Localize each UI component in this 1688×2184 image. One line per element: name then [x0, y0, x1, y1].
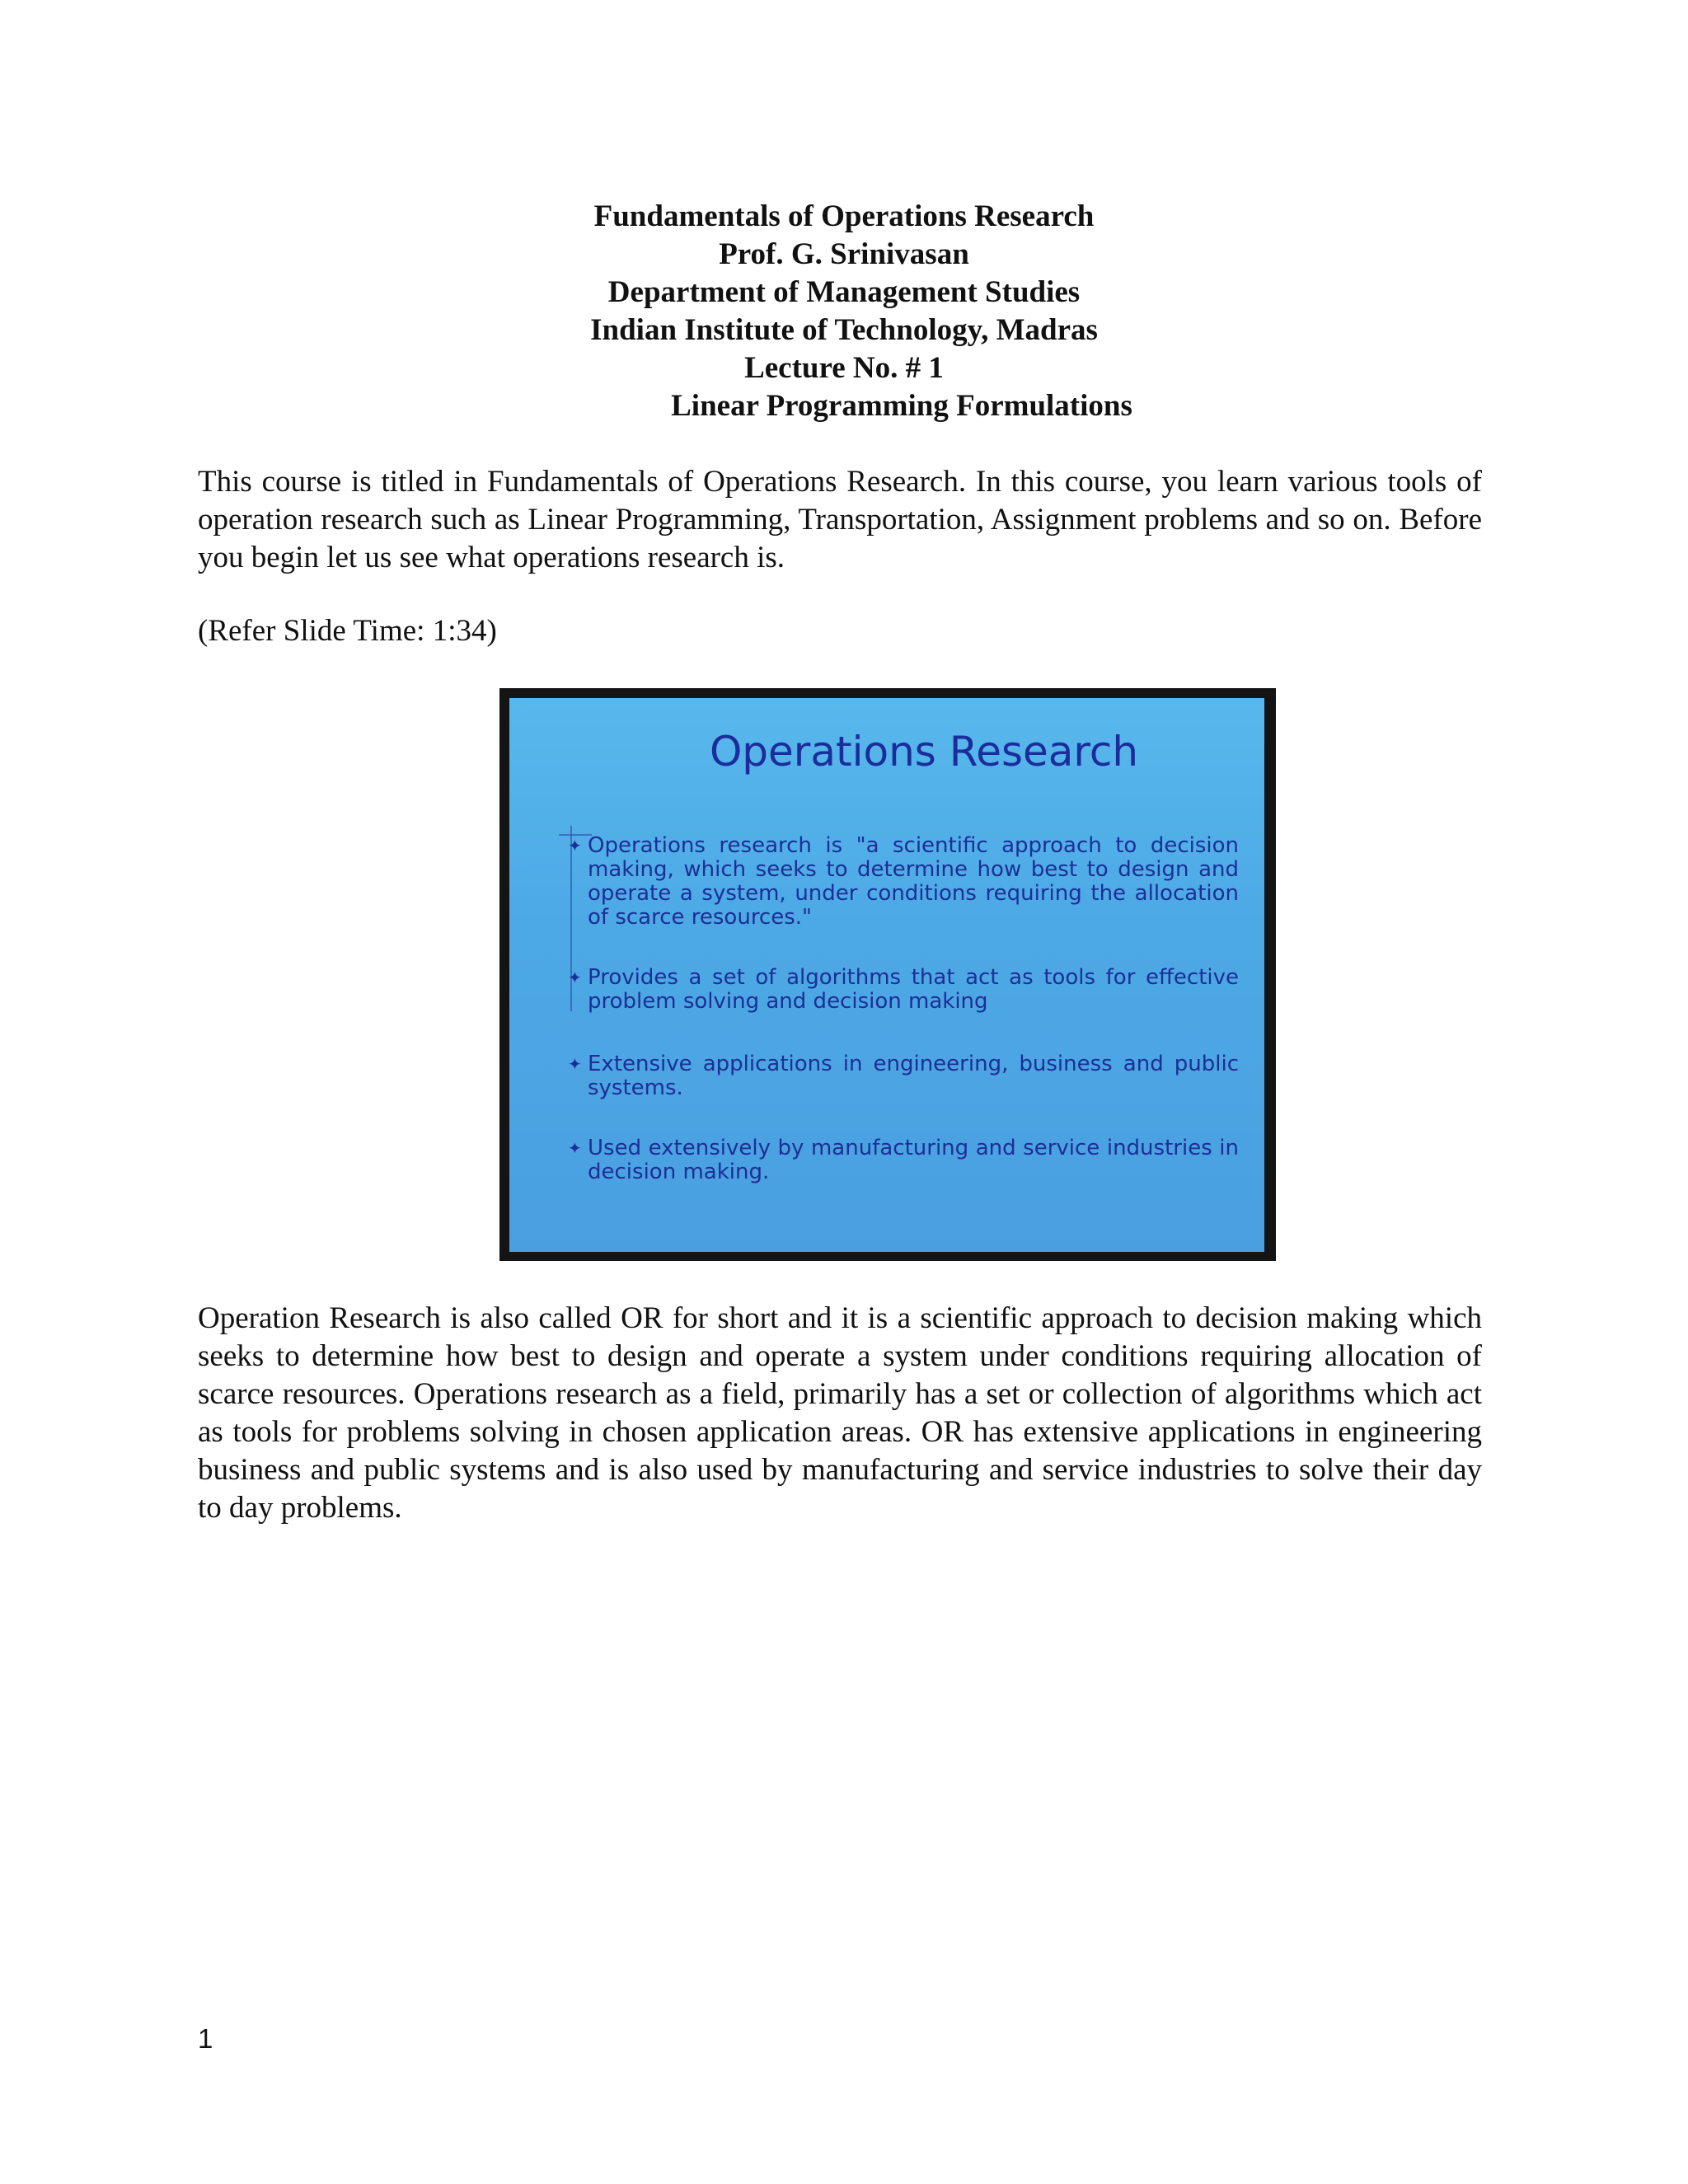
slide-image: [499, 688, 1276, 1261]
slide-bullet-text: Provides a set of algorithms that act as tools for effective problem solving and decision making: [588, 965, 1239, 1014]
slide-time-reference: (Refer Slide Time: 1:34): [198, 614, 497, 648]
department-name: Department of Management Studies: [607, 275, 1081, 309]
institute-name: Indian Institute of Technology, Madras: [590, 313, 1098, 347]
explanation-paragraph: Operation Research is also called OR for short and it is a scientific approach to decision making which seeks to determine how best to design and operate a system under conditions requiring allocation of scarce resources. Operations research as a field, primarily has a set or collection of algorithms which act as tools for problems solving in chosen application areas. OR has extensive applications in engineering business and public systems and is also used by manufacturing and service industries to solve their day to day problems.: [198, 1301, 1482, 1525]
diamond-bullet-icon: ✦: [568, 968, 582, 987]
slide-bullet: [568, 1136, 1239, 1184]
slide-screen: [509, 698, 1264, 1252]
slide-bullet-text: Used extensively by manufacturing and service industries in decision making.: [588, 1136, 1239, 1184]
slide-bullet: [568, 965, 1239, 1014]
slide-bullet-text: Operations research is "a scientific approach to decision making, which seeks to determine how best to design and operate a system, under conditions requiring the allocation of scarce resources.": [588, 833, 1239, 930]
diamond-bullet-icon: ✦: [568, 836, 582, 855]
diamond-bullet-icon: ✦: [568, 1054, 582, 1074]
slide-bullet-text: Extensive applications in engineering, business and public systems.: [588, 1052, 1239, 1100]
diamond-bullet-icon: ✦: [568, 1138, 582, 1158]
page-number: 1: [198, 2023, 213, 2054]
slide-title: Operations Research: [709, 728, 1139, 776]
lecture-topic: Linear Programming Formulations: [671, 389, 1132, 423]
course-title: Fundamentals of Operations Research: [593, 199, 1095, 233]
slide-bullet: [568, 833, 1239, 930]
lecture-number: Lecture No. # 1: [744, 351, 944, 385]
slide-bullet: [568, 1052, 1239, 1100]
intro-paragraph: This course is titled in Fundamentals of Operations Research. In this course, you learn various tools of operation research such as Linear Programming, Transportation, Assignment problems and so on. Before you begin let us see what operations research is.: [198, 465, 1482, 574]
professor-name: Prof. G. Srinivasan: [719, 237, 969, 271]
